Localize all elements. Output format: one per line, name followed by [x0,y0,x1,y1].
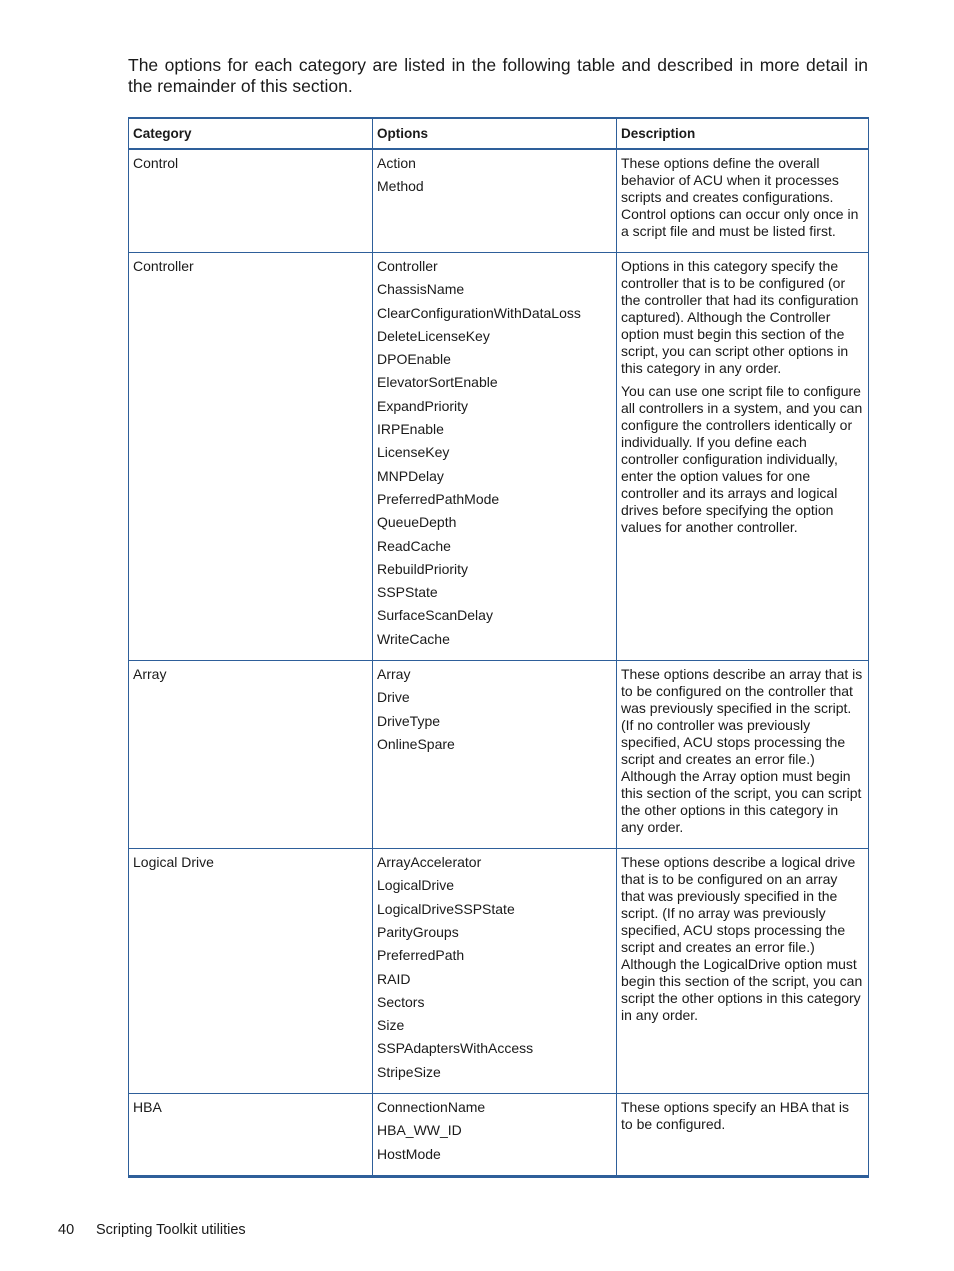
option-item: Drive [377,689,410,706]
option-item: ConnectionName [377,1099,486,1116]
option-item: HBA_WW_ID [377,1122,462,1139]
description-paragraph: These options describe a logical drive that is to be configured on an array that was previously specified in the script. (If no array was previously specified, ACU stops processing the script and creates an error file.) Although the LogicalDrive option must begin this section of the script, you can script the other options in this category in any order. [621,854,863,1024]
options-list [377,1099,612,1163]
footer-section-title: Scripting Toolkit utilities [96,1222,246,1238]
option-item: ArrayAccelerator [377,854,482,871]
option-item: Sectors [377,993,425,1010]
option-item: SurfaceScanDelay [377,607,493,624]
description-paragraph: These options define the overall behavior of ACU when it processes scripts and creates configurations. Control options can occur only once in a script file and must be listed first. [621,155,859,239]
description-cell [617,661,869,849]
category-cell: Array [129,661,373,849]
description-cell [617,149,869,253]
option-item: ChassisName [377,281,465,298]
description-paragraph: You can use one script file to configure all controllers in a system, and you can configure the controllers identically or individually. If you define each controller configuration individually, enter the option values for one controller and its arrays and logical drives before specifying the option values for another controller. [621,383,863,535]
options-cell [373,849,617,1094]
option-item: Method [377,178,424,195]
option-item: DeleteLicenseKey [377,327,490,344]
option-item: LicenseKey [377,444,450,461]
description-cell [617,253,869,661]
option-item: ExpandPriority [377,397,469,414]
table-header-row [129,118,869,149]
description-cell [617,849,869,1094]
options-list [377,155,612,195]
option-item: PreferredPathMode [377,490,500,507]
table-row [129,149,869,253]
category-cell: Control [129,149,373,253]
option-item: OnlineSpare [377,735,455,752]
option-item: QueueDepth [377,514,457,531]
option-item: Action [377,155,416,171]
page-footer [58,1222,246,1238]
description-paragraph: These options describe an array that is to be configured on the controller that was previously specified in the script. (If no controller was previously specified, ACU stops processing the script and creates an error file.) Although the Array option must begin this section of the script, you can script the other options in this category in any order. [621,666,863,836]
option-item: LogicalDriveSSPState [377,900,515,917]
table-row [129,1094,869,1177]
option-item: HostMode [377,1145,441,1162]
option-item: SSPState [377,584,438,601]
option-item: StripeSize [377,1063,441,1080]
option-item: LogicalDrive [377,877,455,894]
page-number: 40 [58,1222,75,1238]
option-item: RebuildPriority [377,560,469,577]
description-paragraph: These options specify an HBA that is to be configured. [621,1099,850,1133]
options-cell [373,661,617,849]
description-paragraph: Options in this category specify the controller that is to be configured (or the controller that had its configuration captured). Although the Controller option must begin this section of the script, you can script other options in this category in any order. [621,258,859,376]
option-item: Controller [377,258,438,274]
options-list [377,854,612,1081]
option-item: IRPEnable [377,421,444,438]
option-item: ClearConfigurationWithDataLoss [377,304,581,321]
table-row [129,253,869,661]
category-cell: Controller [129,253,373,661]
table-row [129,661,869,849]
intro-paragraph: The options for each category are listed in the following table and described in more detail in the remainder of this section. [128,55,868,96]
option-item: WriteCache [377,630,450,647]
option-item: MNPDelay [377,467,444,484]
options-cell [373,1094,617,1177]
option-item: ReadCache [377,537,451,554]
options-list [377,666,612,753]
option-item: DPOEnable [377,351,451,368]
options-cell [373,149,617,253]
option-item: RAID [377,970,411,987]
header-category: Category [129,118,373,149]
category-cell: Logical Drive [129,849,373,1094]
option-item: SSPAdaptersWithAccess [377,1040,534,1057]
header-options: Options [373,118,617,149]
options-table [128,117,869,1178]
option-item: Size [377,1017,405,1034]
option-item: DriveType [377,712,441,729]
table-row [129,849,869,1094]
options-list [377,258,612,648]
option-item: PreferredPath [377,947,465,964]
options-cell [373,253,617,661]
category-cell: HBA [129,1094,373,1177]
option-item: ElevatorSortEnable [377,374,498,391]
option-item: Array [377,666,411,683]
description-cell [617,1094,869,1177]
option-item: ParityGroups [377,923,459,940]
header-description: Description [617,118,869,149]
